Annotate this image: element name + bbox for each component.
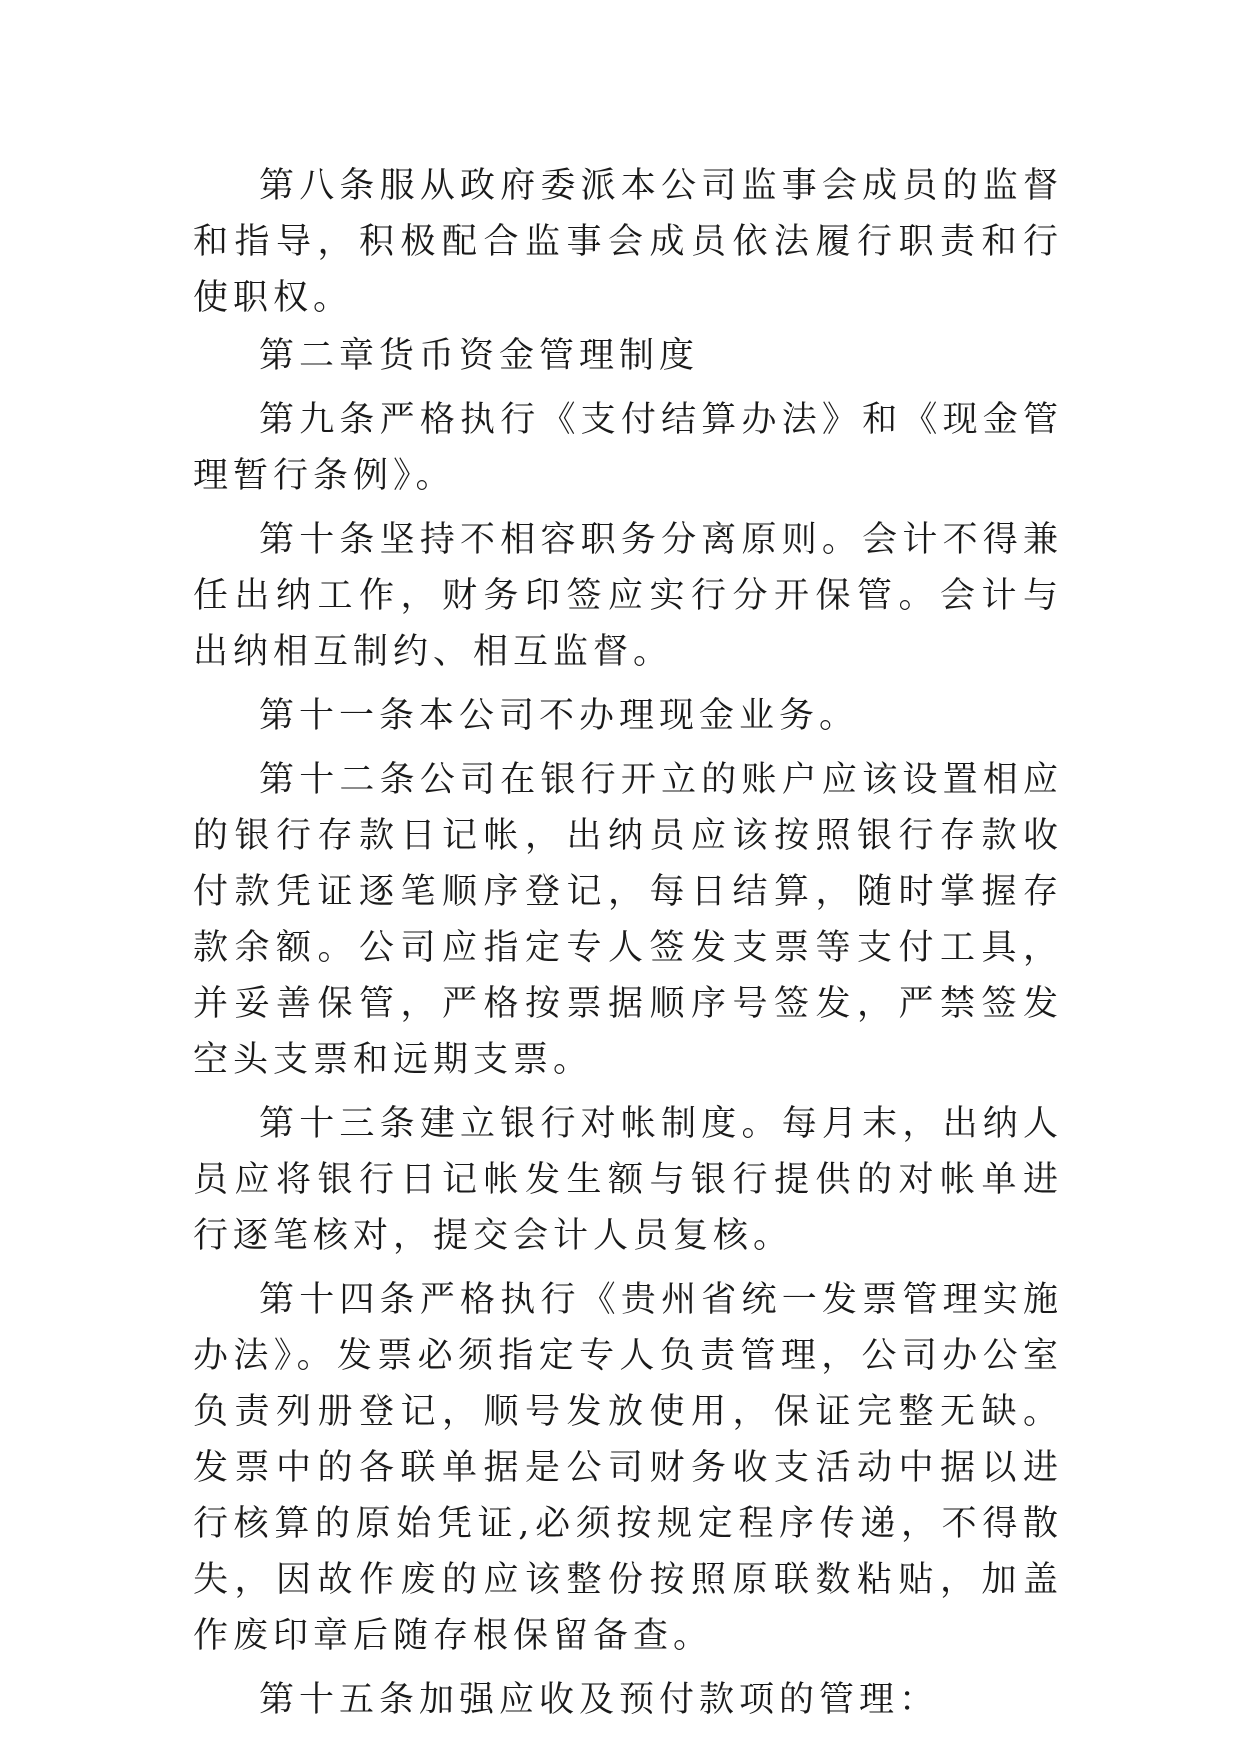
article-10-paragraph: 第十条坚持不相容职务分离原则。会计不得兼任出纳工作，财务印签应实行分开保管。会计与出纳相互制约、相互监督。 — [193, 520, 1063, 672]
article-12-paragraph: 第十二条公司在银行开立的账户应该设置相应的银行存款日记帐，出纳员应该按照银行存款收付款凭证逐笔顺序登记，每日结算，随时掌握存款余额。公司应指定专人签发支票等支付工具，并妥善保管，严格按票据顺序号签发，严禁签发空头支票和远期支票。 — [193, 760, 1063, 1080]
article-9-paragraph: 第九条严格执行《支付结算办法》和《现金管理暂行条例》。 — [193, 400, 1063, 496]
chapter-2-heading: 第二章货币资金管理制度 — [259, 336, 700, 376]
article-11-paragraph: 第十一条本公司不办理现金业务。 — [259, 696, 860, 736]
article-15-paragraph: 第十五条加强应收及预付款项的管理： — [259, 1680, 940, 1720]
article-14-paragraph: 第十四条严格执行《贵州省统一发票管理实施办法》。发票必须指定专人负责管理，公司办公室负责列册登记，顺号发放使用，保证完整无缺。发票中的各联单据是公司财务收支活动中据以进行核算的原始凭证,必须按规定程序传递，不得散失，因故作废的应该整份按照原联数粘贴，加盖作废印章后随存根保留备查。 — [193, 1280, 1063, 1656]
article-8-paragraph: 第八条服从政府委派本公司监事会成员的监督和指导，积极配合监事会成员依法履行职责和行使职权。 — [193, 166, 1063, 318]
article-13-paragraph: 第十三条建立银行对帐制度。每月末，出纳人员应将银行日记帐发生额与银行提供的对帐单进行逐笔核对，提交会计人员复核。 — [193, 1104, 1063, 1256]
document-body — [193, 158, 1063, 1728]
